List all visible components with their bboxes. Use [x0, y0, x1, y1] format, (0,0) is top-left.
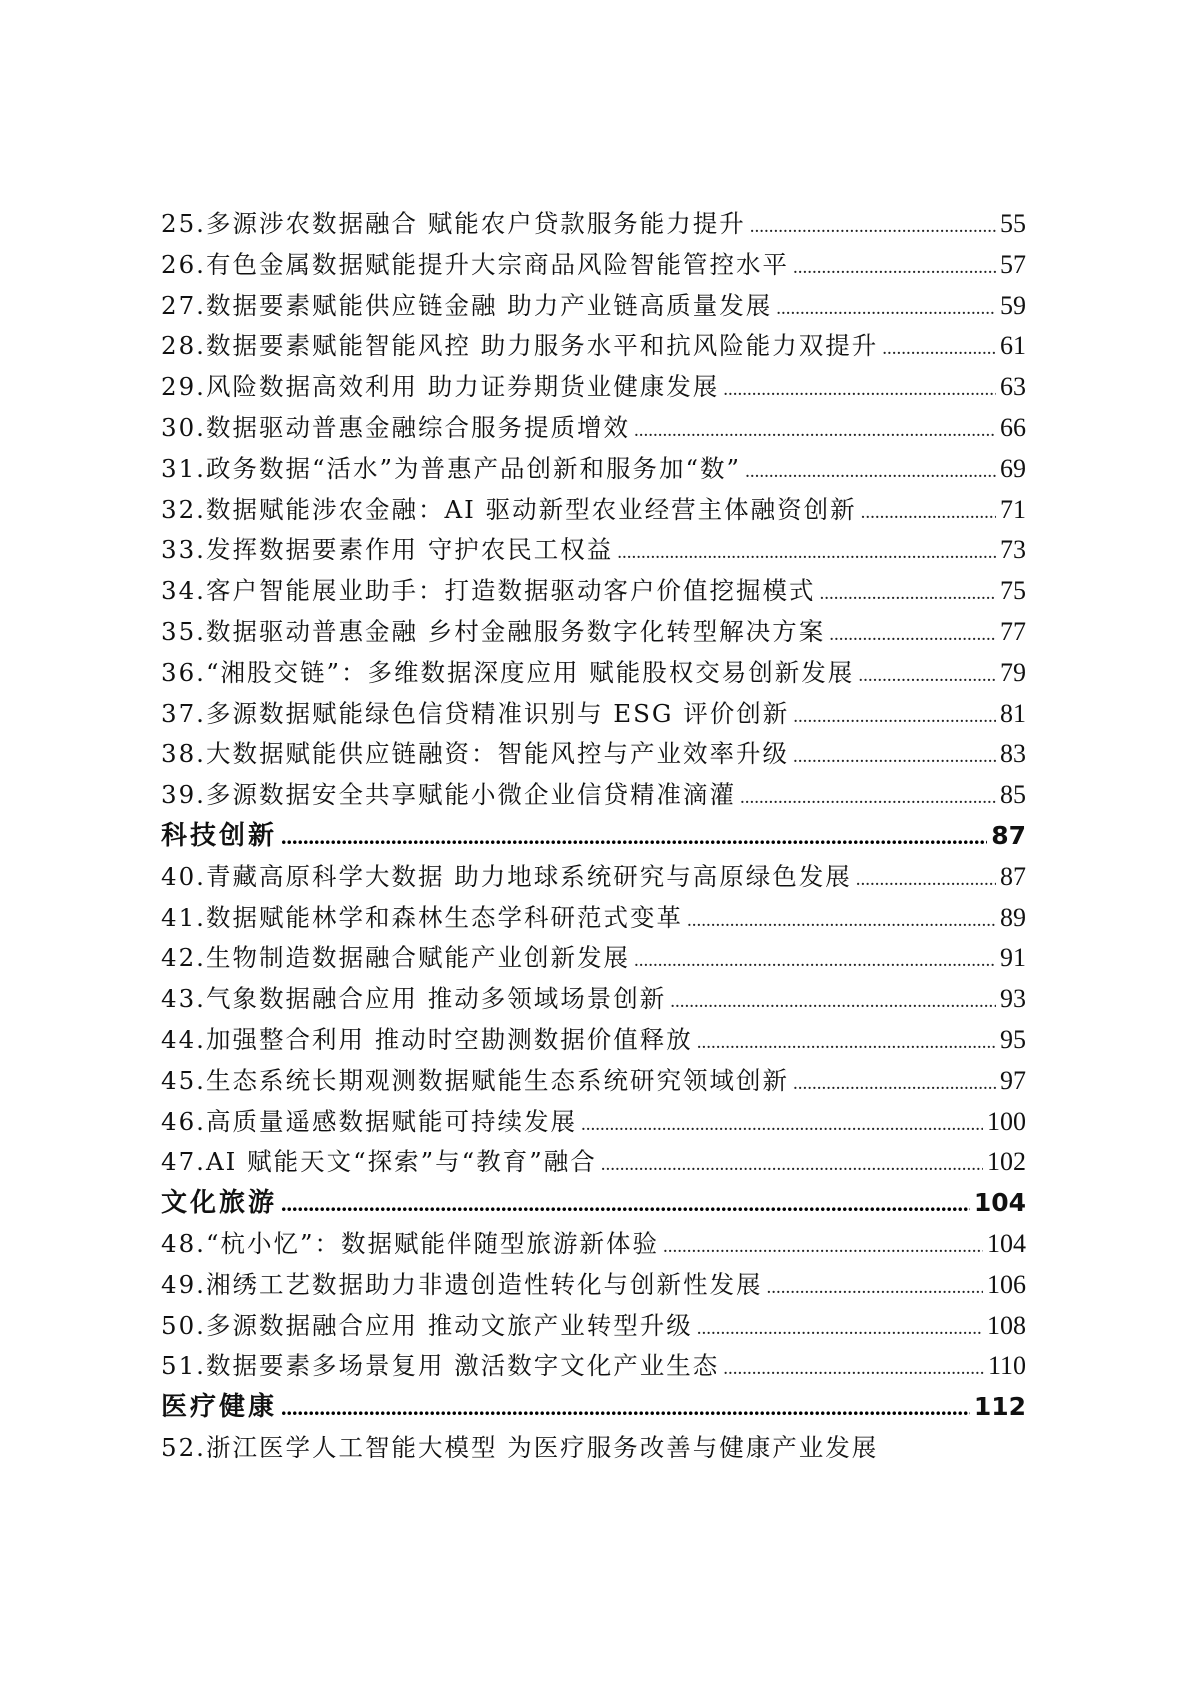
dot-leader [663, 1236, 983, 1259]
toc-page-number: 71 [1000, 494, 1026, 524]
toc-entry [161, 245, 1026, 286]
toc-entry [161, 1061, 1026, 1102]
toc-page-number: 57 [1000, 249, 1026, 279]
toc-page-number: 63 [1000, 372, 1026, 402]
dot-leader [766, 1277, 983, 1300]
dot-leader [281, 824, 987, 850]
toc-entry [161, 612, 1026, 653]
toc-page-number: 95 [1000, 1024, 1026, 1054]
dot-leader [601, 1154, 983, 1177]
toc-entry [161, 979, 1026, 1020]
toc-entry [161, 530, 1026, 571]
toc-entry-title: 50.多源数据融合应用 推动文旅产业转型升级 [161, 1310, 693, 1340]
toc-page-number: 66 [1000, 412, 1026, 442]
dot-leader [697, 1032, 996, 1055]
toc-entry-title: 47.AI 赋能天文“探索”与“教育”融合 [161, 1147, 597, 1177]
toc-page-number: 104 [987, 1228, 1026, 1258]
toc-entry-title: 32.数据赋能涉农金融：AI 驱动新型农业经营主体融资创新 [161, 494, 857, 524]
toc-entry [161, 204, 1026, 245]
toc-entry-title: 44.加强整合利用 推动时空勘测数据价值释放 [161, 1024, 693, 1054]
toc-entry [161, 857, 1026, 898]
toc-entry-title: 26.有色金属数据赋能提升大宗商品风险智能管控水平 [161, 249, 789, 279]
dot-leader [740, 787, 996, 810]
toc-entry [161, 286, 1026, 327]
dot-leader [750, 216, 996, 239]
toc-entry [161, 449, 1026, 490]
toc-section-heading [161, 816, 1026, 857]
dot-leader [687, 910, 996, 933]
toc-page-number: 73 [1000, 535, 1026, 565]
dot-leader [634, 950, 996, 973]
dot-leader [634, 420, 996, 443]
dot-leader [617, 542, 996, 565]
toc-page-number: 81 [1000, 698, 1026, 728]
dot-leader [776, 298, 996, 321]
toc-entry-title: 31.政务数据“活水”为普惠产品创新和服务加“数” [161, 453, 742, 483]
toc-entry [161, 1306, 1026, 1347]
toc-page-number: 106 [987, 1269, 1026, 1299]
toc-entry-title: 45.生态系统长期观测数据赋能生态系统研究领域创新 [161, 1065, 789, 1095]
toc-page-number: 61 [1000, 331, 1026, 361]
toc-entry [161, 1020, 1026, 1061]
toc-entry-title: 51.数据要素多场景复用 激活数字文化产业生态 [161, 1351, 720, 1381]
toc-page-number: 110 [987, 1351, 1026, 1381]
toc-page-number: 87 [1000, 861, 1026, 891]
toc-entry-title: 文化旅游 [161, 1188, 278, 1219]
toc-entry [161, 938, 1026, 979]
toc-page-number: 93 [1000, 984, 1026, 1014]
dot-leader [745, 461, 996, 484]
dot-leader [793, 1073, 996, 1096]
toc-entry [161, 694, 1026, 735]
toc-entry [161, 734, 1026, 775]
toc-entry-title: 33.发挥数据要素作用 守护农民工权益 [161, 535, 614, 565]
toc-entry [161, 898, 1026, 939]
dot-leader [793, 706, 996, 729]
toc-entry [161, 1102, 1026, 1143]
dot-leader [723, 1358, 984, 1381]
toc-entry-title: 43.气象数据融合应用 推动多领域场景创新 [161, 984, 667, 1014]
toc-entry-title: 34.客户智能展业助手：打造数据驱动客户价值挖掘模式 [161, 576, 816, 606]
dot-leader [281, 1395, 970, 1421]
toc-page-number: 91 [1000, 943, 1026, 973]
toc-page-number: 75 [1000, 576, 1026, 606]
toc-entry [161, 1224, 1026, 1265]
toc-entry-title: 46.高质量遥感数据赋能可持续发展 [161, 1106, 577, 1136]
dot-leader [856, 869, 996, 892]
toc-entry [161, 571, 1026, 612]
dot-leader [793, 746, 996, 769]
toc-page-number: 77 [1000, 616, 1026, 646]
toc-entry-title: 35.数据驱动普惠金融 乡村金融服务数字化转型解决方案 [161, 616, 826, 646]
dot-leader [281, 1191, 970, 1217]
toc-page-number: 108 [987, 1310, 1026, 1340]
toc-entry [161, 653, 1026, 694]
toc-page-number: 112 [973, 1392, 1026, 1422]
toc-page-number: 85 [1000, 780, 1026, 810]
toc-entry [161, 367, 1026, 408]
toc-entry [161, 1265, 1026, 1306]
dot-leader [882, 338, 996, 361]
toc-entry [161, 408, 1026, 449]
toc-page-number: 83 [1000, 739, 1026, 769]
toc-entry-title: 39.多源数据安全共享赋能小微企业信贷精准滴灌 [161, 780, 736, 810]
toc-entry [161, 775, 1026, 816]
toc-entry-title: 42.生物制造数据融合赋能产业创新发展 [161, 943, 630, 973]
toc-entry-title: 27.数据要素赋能供应链金融 助力产业链高质量发展 [161, 290, 773, 320]
toc-entry-title: 38.大数据赋能供应链融资：智能风控与产业效率升级 [161, 739, 789, 769]
toc-page-number: 89 [1000, 902, 1026, 932]
toc-entry-title: 36.“湘股交链”：多维数据深度应用 赋能股权交易创新发展 [161, 657, 855, 687]
toc-page-number: 102 [987, 1147, 1026, 1177]
dot-leader [697, 1318, 983, 1341]
toc-entry-title: 49.湘绣工艺数据助力非遗创造性转化与创新性发展 [161, 1269, 763, 1299]
dot-leader [861, 502, 996, 525]
toc-entry [161, 490, 1026, 531]
dot-leader [819, 583, 996, 606]
dot-leader [793, 257, 996, 280]
toc-section-heading [161, 1183, 1026, 1224]
toc-page-number: 100 [987, 1106, 1026, 1136]
dot-leader [723, 379, 996, 402]
toc-entry-title: 科技创新 [161, 820, 278, 851]
toc-entry [161, 1428, 1026, 1469]
toc-entry-title: 48.“杭小忆”：数据赋能伴随型旅游新体验 [161, 1228, 660, 1258]
toc-entry-title: 30.数据驱动普惠金融综合服务提质增效 [161, 412, 630, 442]
toc-entry-title: 52.浙江医学人工智能大模型 为医疗服务改善与健康产业发展 [161, 1432, 879, 1462]
toc-entry [161, 1346, 1026, 1387]
toc-entry-title: 28.数据要素赋能智能风控 助力服务水平和抗风险能力双提升 [161, 331, 879, 361]
toc-page-number: 59 [1000, 290, 1026, 320]
toc-page-number: 97 [1000, 1065, 1026, 1095]
table-of-contents [161, 204, 1026, 1469]
dot-leader [858, 665, 996, 688]
toc-page-number: 104 [973, 1188, 1026, 1218]
toc-entry-title: 25.多源涉农数据融合 赋能农户贷款服务能力提升 [161, 209, 746, 238]
toc-section-heading [161, 1387, 1026, 1428]
toc-entry-title: 40.青藏高原科学大数据 助力地球系统研究与高原绿色发展 [161, 861, 852, 891]
toc-entry-title: 29.风险数据高效利用 助力证券期货业健康发展 [161, 372, 720, 402]
toc-page-number: 87 [991, 820, 1026, 850]
toc-entry-title: 37.多源数据赋能绿色信贷精准识别与 ESG 评价创新 [161, 698, 790, 728]
toc-page-number: 79 [1000, 657, 1026, 687]
dot-leader [670, 991, 996, 1014]
toc-entry [161, 326, 1026, 367]
dot-leader [829, 624, 996, 647]
toc-entry-title: 41.数据赋能林学和森林生态学科研范式变革 [161, 902, 683, 932]
dot-leader [581, 1114, 983, 1137]
toc-entry-title: 医疗健康 [161, 1392, 278, 1423]
toc-page-number: 69 [1000, 453, 1026, 483]
toc-entry [161, 1142, 1026, 1183]
toc-page-number: 55 [1000, 209, 1026, 238]
